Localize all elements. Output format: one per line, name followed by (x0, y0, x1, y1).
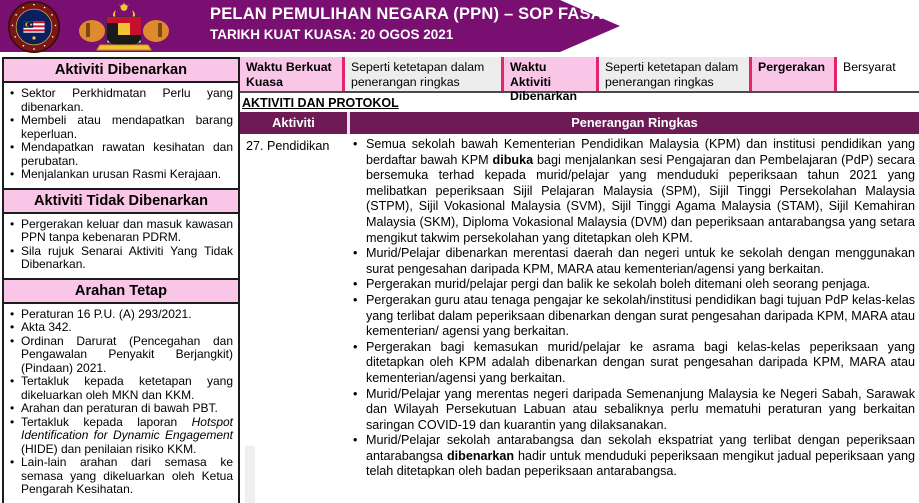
protocol-bullet: • Pergerakan guru atau tenaga pengajar ke sekolah/institusi pendidikan bagi tujuan PdP kelas-kelas yang terlibat dalam peperiksaan dibenarkan dengan surat pengesahan daripada KPM, MARA atau kementerian/ agensi yang berkaitan. (350, 293, 915, 340)
sidebar-section-title: Arahan Tetap (4, 278, 238, 304)
sidebar-bullet: • Peraturan 16 P.U. (A) 293/2021. (8, 308, 233, 322)
sidebar-bullet: • Ordinan Darurat (Pencegahan dan Pengawalan Penyakit Berjangkit) (Pindaan) 2021. (8, 335, 233, 376)
page-subtitle: TARIKH KUAT KUASA: 20 OGOS 2021 (210, 27, 454, 42)
sidebar-bullet: • Arahan dan peraturan di bawah PBT. (8, 402, 233, 416)
banner-text (210, 5, 616, 42)
table-row (240, 137, 919, 480)
sidebar-bullet: • Menjalankan urusan Rasmi Kerajaan. (8, 168, 233, 182)
protocol-bullet: • Murid/Pelajar dibenarkan merentasi daerah dan negeri untuk ke sekolah dengan menggunakan surat pengesahan daripada KPM, MARA atau kementerian/agensi yang berkaitan. (350, 246, 915, 277)
sidebar-section-title: Aktiviti Tidak Dibenarkan (4, 188, 238, 214)
sidebar-bullet: • Membeli atau mendapatkan barang keperluan. (8, 114, 233, 141)
activity-cell: 27. Pendidikan (246, 139, 330, 153)
topbar-cell: Seperti ketetapan dalam penerangan ringkas (599, 57, 749, 91)
protocol-bullet: • Semua sekolah bawah Kementerian Pendidikan Malaysia (KPM) dan institusi pendidikan yang berdaftar bawah KPM dibuka bagi menjalankan sesi Pengajaran dan Pembelajaran (PdP) secara bersemuka terhad kepada murid/pelajar yang menduduki peperiksaan tahun 2021 yang melibatkan peperiksaan Sijil Pelajaran Malaysia (SPM), Sijil Tinggi Persekolahan Malaysia (STPM), Sijil Vokasional Malaysia (SVM), Sijil Tinggi Agama Malaysia (STAM), Sijil Kemahiran Malaysia (SKM), Diploma Vokasional Malaysia (DVM) dan peperiksaan antarabangsa yang setara mengikut takwim persekolahan yang ditetapkan oleh KPM. (350, 137, 915, 246)
table-header-description: Penerangan Ringkas (350, 112, 919, 134)
sidebar-bullet: • Tertakluk kepada laporan Hotspot Identification for Dynamic Engagement (HIDE) dan penilaian risiko KKM. (8, 416, 233, 457)
topbar-cell: Seperti ketetapan dalam penerangan ringkas (345, 57, 501, 91)
topbar-cell: Bersyarat (837, 57, 919, 91)
topbar-cell: Waktu Berkuat Kuasa (240, 57, 342, 91)
gray-strip (245, 446, 255, 503)
protocol-bullet: • Murid/Pelajar sekolah antarabangsa dan sekolah ekspatriat yang terlibat dengan peperiksaan antarabangsa dibenarkan hadir untuk menduduki peperiksaan mengikut jadual peperiksaan yang telah ditetapkan oleh badan peperiksaan antarabangsa. (350, 433, 915, 480)
page-title: PELAN PEMULIHAN NEGARA (PPN) – SOP FASA 2 (210, 5, 617, 23)
section-label: AKTIVITI DAN PROTOKOL (242, 96, 399, 110)
sidebar-section-title: Aktiviti Dibenarkan (4, 59, 238, 83)
sidebar-section-list (4, 214, 238, 278)
sidebar-bullet: • Tertakluk kepada ketetapan yang dikeluarkan oleh MKN dan KKM. (8, 375, 233, 402)
sidebar-section-list (4, 83, 238, 188)
sidebar-bullet: • Akta 342. (8, 321, 233, 335)
protocol-bullet: • Murid/Pelajar yang merentas negeri daripada Semenanjung Malaysia ke Negeri Sabah, Sarawak dan Wilayah Persekutuan Labuan atau sebaliknya perlu mematuhi peraturan yang berkaitan saringan COVID-19 dan kuarantin yang dilaksanakan. (350, 387, 915, 434)
main-content (240, 57, 919, 480)
sidebar-bullet: • Sila rujuk Senarai Aktiviti Yang Tidak Dibenarkan. (8, 245, 233, 272)
sidebar-bullet: • Mendapatkan rawatan kesihatan dan perubatan. (8, 141, 233, 168)
protocol-bullet: • Pergerakan murid/pelajar pergi dan balik ke sekolah boleh ditemani oleh seorang penjaga. (350, 277, 915, 293)
sidebar-bullet: • Sektor Perkhidmatan Perlu yang dibenarkan. (8, 87, 233, 114)
description-cell (350, 137, 919, 480)
sidebar-bullet: • Pergerakan keluar dan masuk kawasan PPN tanpa kebenaran PDRM. (8, 218, 233, 245)
table-header-activity: Aktiviti (240, 112, 347, 134)
malaysia-coat-of-arms-logo-icon (74, 1, 174, 58)
protocol-bullet-list (350, 137, 919, 480)
protocol-bullet: • Pergerakan bagi kemasukan murid/pelajar ke asrama bagi kelas-kelas peperiksaan yang ditetapkan oleh KPM adalah dibenarkan dengan surat pengesahan daripada KPM, MARA atau kementerian/agensi yang berkaitan. (350, 340, 915, 387)
topbar-cell: Pergerakan (752, 57, 834, 91)
mkn-crest-logo-icon (8, 1, 60, 58)
table-header-row (240, 112, 919, 134)
sidebar-bullet: • Lain-lain arahan dari semasa ke semasa yang dikeluarkan oleh Ketua Pengarah Kesihatan. (8, 456, 233, 497)
sidebar (2, 57, 240, 503)
sidebar-section-list (4, 304, 238, 503)
topbar-cell: Waktu Aktiviti Dibenarkan (504, 57, 596, 91)
